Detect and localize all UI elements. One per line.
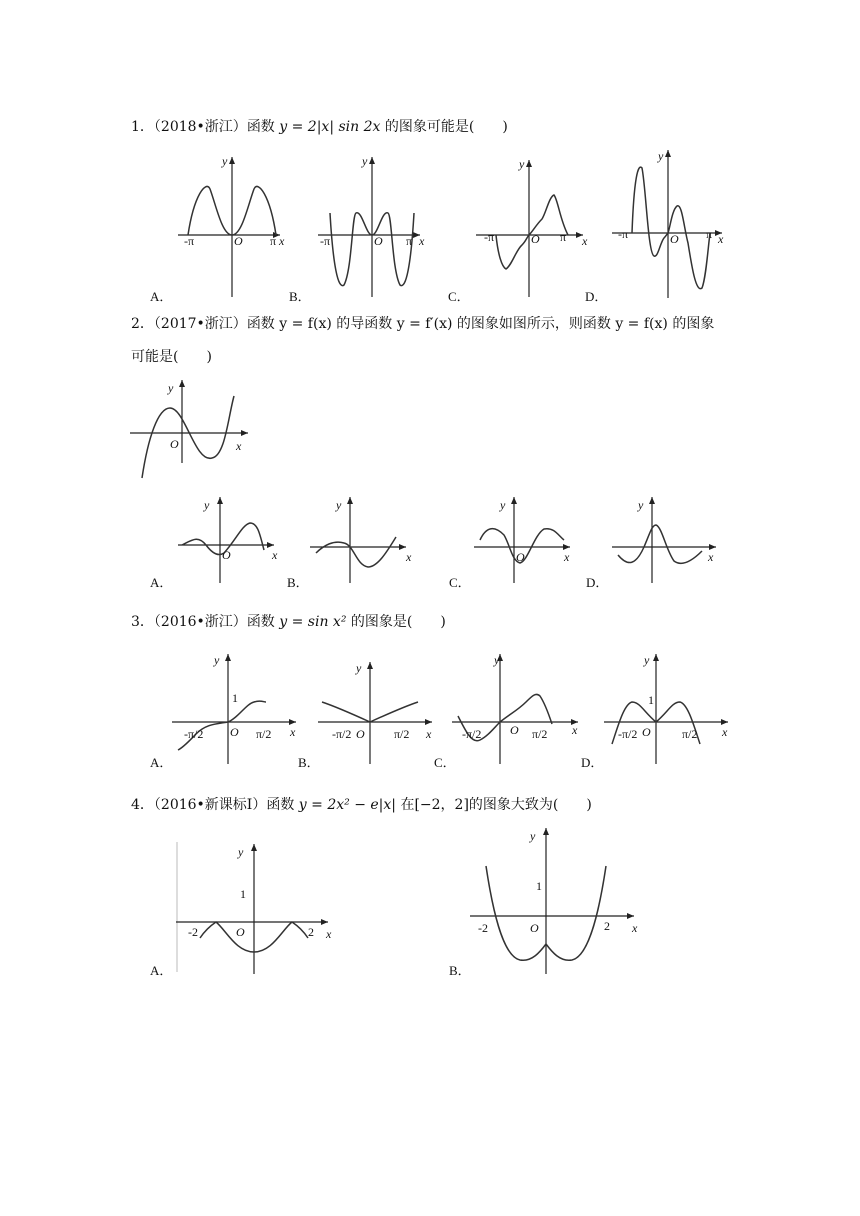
q1a-x-label: x xyxy=(279,234,285,248)
q3b-origin-label: O xyxy=(356,727,365,741)
q3c-x-label: x xyxy=(572,723,578,737)
q3a-one-label: 1 xyxy=(232,691,238,705)
q2d-x-label: x xyxy=(708,550,714,564)
q3b-x-label: x xyxy=(426,727,432,741)
question-2-text: 函数 y = f(x) 的导函数 y = f′(x) 的图象如图所示，则函数 y = f(x) 的图象 xyxy=(246,316,715,332)
q4b-x-label: x xyxy=(632,921,638,935)
q3a-origin-label: O xyxy=(230,725,239,739)
q2a-x-label: x xyxy=(272,548,278,562)
q1b-x-label: x xyxy=(419,234,425,248)
q1c-x-label: x xyxy=(582,234,588,248)
q2-x-label: x xyxy=(236,439,242,453)
q3c-y-label: y xyxy=(494,653,500,667)
q2-option-b[interactable]: B． xyxy=(287,575,309,590)
question-4-formula: y = 2x² − e|x| xyxy=(298,797,396,813)
q4-graph-a xyxy=(176,842,346,977)
q4b-one-label: 1 xyxy=(536,879,542,893)
q2-derivative-graph xyxy=(130,378,260,483)
q1b-y-label: y xyxy=(362,154,368,168)
question-3-source: （2016•浙江） xyxy=(153,614,247,630)
question-3-number: 3． xyxy=(131,614,154,630)
q3d-neg-label: -π/2 xyxy=(618,727,638,741)
q1-option-b[interactable]: B． xyxy=(289,289,311,304)
q2b-x-label: x xyxy=(406,550,412,564)
q2c-x-label: x xyxy=(564,550,570,564)
question-4-number: 4． xyxy=(131,797,154,813)
question-3-text: 函数 xyxy=(246,614,280,630)
q2-option-c[interactable]: C． xyxy=(449,575,471,590)
q3b-y-label: y xyxy=(356,661,362,675)
q4-option-b[interactable]: B． xyxy=(449,963,471,978)
question-1-formula: y = 2|x| sin 2x xyxy=(279,119,381,135)
q1c-neg-label: -π xyxy=(484,230,495,244)
q2-graph-c xyxy=(474,495,584,585)
q3d-x-label: x xyxy=(722,725,728,739)
question-1-text: 函数 xyxy=(246,119,280,135)
q4b-neg-label: -2 xyxy=(478,921,488,935)
q3d-y-label: y xyxy=(644,653,650,667)
q1a-y-label: y xyxy=(222,154,228,168)
q1-option-a[interactable]: A． xyxy=(150,289,173,304)
q1c-origin-label: O xyxy=(531,232,540,246)
q3-graph-d xyxy=(604,652,734,767)
q4a-y-label: y xyxy=(238,845,244,859)
q1d-x-label: x xyxy=(718,232,724,246)
question-4-text-end: 在[−2，2]的图象大致为( ) xyxy=(396,797,592,813)
q3c-pos-label: π/2 xyxy=(532,727,548,741)
q1-option-c[interactable]: C． xyxy=(448,289,470,304)
q3d-one-label: 1 xyxy=(648,693,654,707)
q2d-y-label: y xyxy=(638,498,644,512)
question-2-number: 2． xyxy=(131,316,154,332)
q2-y-label: y xyxy=(168,381,174,395)
q3-graph-b xyxy=(318,660,438,765)
question-2-stem-line2: 可能是( ) xyxy=(131,349,212,365)
q1d-neg-label: -π xyxy=(618,227,629,241)
question-4-source: （2016•新课标Ⅰ） xyxy=(153,797,267,813)
question-1-number: 1． xyxy=(131,119,154,135)
q1-option-d[interactable]: D． xyxy=(585,289,608,304)
q1b-pos-label: π xyxy=(406,234,413,248)
q3-option-c[interactable]: C． xyxy=(434,755,456,770)
q1d-origin-label: O xyxy=(670,232,679,246)
question-2-stem xyxy=(131,314,714,334)
q3-graph-a xyxy=(172,652,302,767)
q3d-pos-label: π/2 xyxy=(682,727,698,741)
q3-option-b[interactable]: B． xyxy=(298,755,320,770)
question-4-stem xyxy=(131,795,592,815)
q4b-pos-label: 2 xyxy=(604,919,610,933)
q1-graph-a xyxy=(178,155,288,300)
q2-option-a[interactable]: A． xyxy=(150,575,173,590)
q2b-y-label: y xyxy=(336,498,342,512)
q4a-x-label: x xyxy=(326,927,332,941)
q1b-origin-label: O xyxy=(374,234,383,248)
question-3-stem xyxy=(131,612,446,632)
q3a-x-label: x xyxy=(290,725,296,739)
q4a-pos-label: 2 xyxy=(308,925,314,939)
q2-graph-d xyxy=(612,495,727,585)
q3-graph-c xyxy=(452,652,587,767)
q1b-neg-label: -π xyxy=(320,234,331,248)
q3-option-d[interactable]: D． xyxy=(581,755,604,770)
q4b-y-label: y xyxy=(530,829,536,843)
q1c-pos-label: π xyxy=(560,230,567,244)
q1d-pos-label: π xyxy=(706,227,713,241)
question-2-source: （2017•浙江） xyxy=(153,316,247,332)
q4a-neg-label: -2 xyxy=(188,925,198,939)
q2-graph-a xyxy=(178,495,288,585)
question-1-source: （2018•浙江） xyxy=(153,119,247,135)
q4a-origin-label: O xyxy=(236,925,245,939)
q1-graph-b xyxy=(318,155,428,300)
q1a-neg-label: -π xyxy=(184,234,195,248)
question-3-text-end: 的图象是( ) xyxy=(346,614,446,630)
q4b-origin-label: O xyxy=(530,921,539,935)
q2c-y-label: y xyxy=(500,498,506,512)
q3a-y-label: y xyxy=(214,653,220,667)
q3d-origin-label: O xyxy=(642,725,651,739)
q3-option-a[interactable]: A． xyxy=(150,755,173,770)
q3b-neg-label: -π/2 xyxy=(332,727,352,741)
q3a-pos-label: π/2 xyxy=(256,727,272,741)
q3b-pos-label: π/2 xyxy=(394,727,410,741)
q4a-one-label: 1 xyxy=(240,887,246,901)
question-1-stem xyxy=(131,117,508,137)
q2-option-d[interactable]: D． xyxy=(586,575,609,590)
q3c-neg-label: -π/2 xyxy=(462,727,482,741)
question-4-text: 函数 xyxy=(266,797,299,813)
q2-origin-label: O xyxy=(170,437,179,451)
q4-graph-b xyxy=(470,826,650,976)
q4-option-a[interactable]: A． xyxy=(150,963,173,978)
q1-graph-c xyxy=(476,155,591,300)
q1a-origin-label: O xyxy=(234,234,243,248)
q1a-pos-label: π xyxy=(270,234,277,248)
q2c-origin-label: O xyxy=(516,550,525,564)
q2-graph-b xyxy=(310,495,420,585)
q1c-y-label: y xyxy=(519,157,525,171)
q2a-y-label: y xyxy=(204,498,210,512)
question-1-text-end: 的图象可能是( ) xyxy=(380,119,508,135)
q1-graph-d xyxy=(612,148,732,300)
q3a-neg-label: -π/2 xyxy=(184,727,204,741)
q3c-origin-label: O xyxy=(510,723,519,737)
q1d-y-label: y xyxy=(658,149,664,163)
question-3-formula: y = sin x² xyxy=(279,614,347,630)
q2a-origin-label: O xyxy=(222,548,231,562)
